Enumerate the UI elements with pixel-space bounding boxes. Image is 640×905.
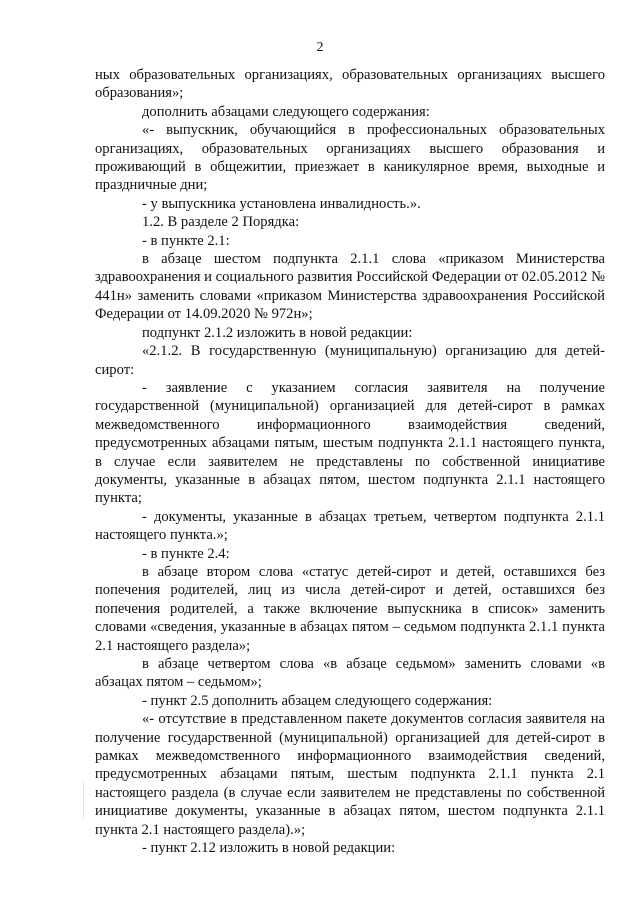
paragraph: - в пункте 2.4: bbox=[142, 545, 230, 562]
paragraph: ных образовательных организациях, образовательных организациях высшего образования»; bbox=[95, 67, 605, 102]
paragraph: «- выпускник, обучающийся в профессиональных образовательных организациях, образовательных организациях высшего образования и проживающий в общежитии, приезжает в каникулярное время, выходные и праздничные дни; bbox=[95, 122, 605, 194]
paragraph: - в пункте 2.1: bbox=[142, 232, 230, 249]
page-number: 2 bbox=[316, 40, 324, 55]
document-body bbox=[95, 66, 605, 857]
paragraph: - заявление с указанием согласия заявителя на получение государственной (муниципальной) организацией для детей-сирот в рамках межведомственного информационного взаимодействия сведений, предусмотренных абзацами пятым, шестым подпункта 2.1.1 настоящего пункта, в случае если заявителем не представлены по собственной инициативе документы, указанные в абзацах пятом, шестом подпункта 2.1.1 настоящего пункта; bbox=[95, 379, 605, 507]
paragraph: в абзаце втором слова «статус детей-сирот и детей, оставшихся без попечения родителей, лиц из числа детей-сирот и детей, оставшихся без попечения родителей, а также включение выпускника в список» заменить словами «сведения, указанные в абзацах пятом – седьмом подпункта 2.1.1 пункта 2.1 настоящего раздела»; bbox=[95, 563, 605, 654]
paragraph: в абзаце шестом подпункта 2.1.1 слова «приказом Министерства здравоохранения и социального развития Российской Федерации от 02.05.2012 № 441н» заменить словами «приказом Министерства здравоохранения Российской Федерации от 14.09.2020 № 972н»; bbox=[95, 251, 605, 323]
paragraph: дополнить абзацами следующего содержания: bbox=[142, 103, 430, 120]
paragraph: «2.1.2. В государственную (муниципальную) организацию для детей-сирот: bbox=[95, 343, 605, 378]
paragraph: 1.2. В разделе 2 Порядка: bbox=[142, 214, 300, 231]
margin-scan-mark bbox=[83, 780, 84, 820]
paragraph: в абзаце четвертом слова «в абзаце седьмом» заменить словами «в абзацах пятом – седьмом»; bbox=[95, 656, 605, 691]
paragraph: - пункт 2.12 изложить в новой редакции: bbox=[142, 840, 396, 857]
paragraph: - документы, указанные в абзацах третьем, четвертом подпункта 2.1.1 настоящего пункта.»; bbox=[95, 508, 605, 544]
paragraph: - пункт 2.5 дополнить абзацем следующего содержания: bbox=[142, 692, 493, 709]
paragraph: - у выпускника установлена инвалидность.». bbox=[142, 195, 421, 212]
paragraph: подпункт 2.1.2 изложить в новой редакции: bbox=[142, 324, 413, 341]
paragraph: «- отсутствие в представленном пакете документов согласия заявителя на получение государственной (муниципальной) организацией для детей-сирот в рамках межведомственного информационного взаимодействия сведений, предусмотренных абзацами пятым, шестым подпункта 2.1.1 пункта 2.1 настоящего раздела (в случае если заявителем не представлены по собственной инициативе документы, указанные в абзацах пятом, шестом подпункта 2.1.1 пункта 2.1 настоящего раздела).»; bbox=[95, 711, 605, 838]
